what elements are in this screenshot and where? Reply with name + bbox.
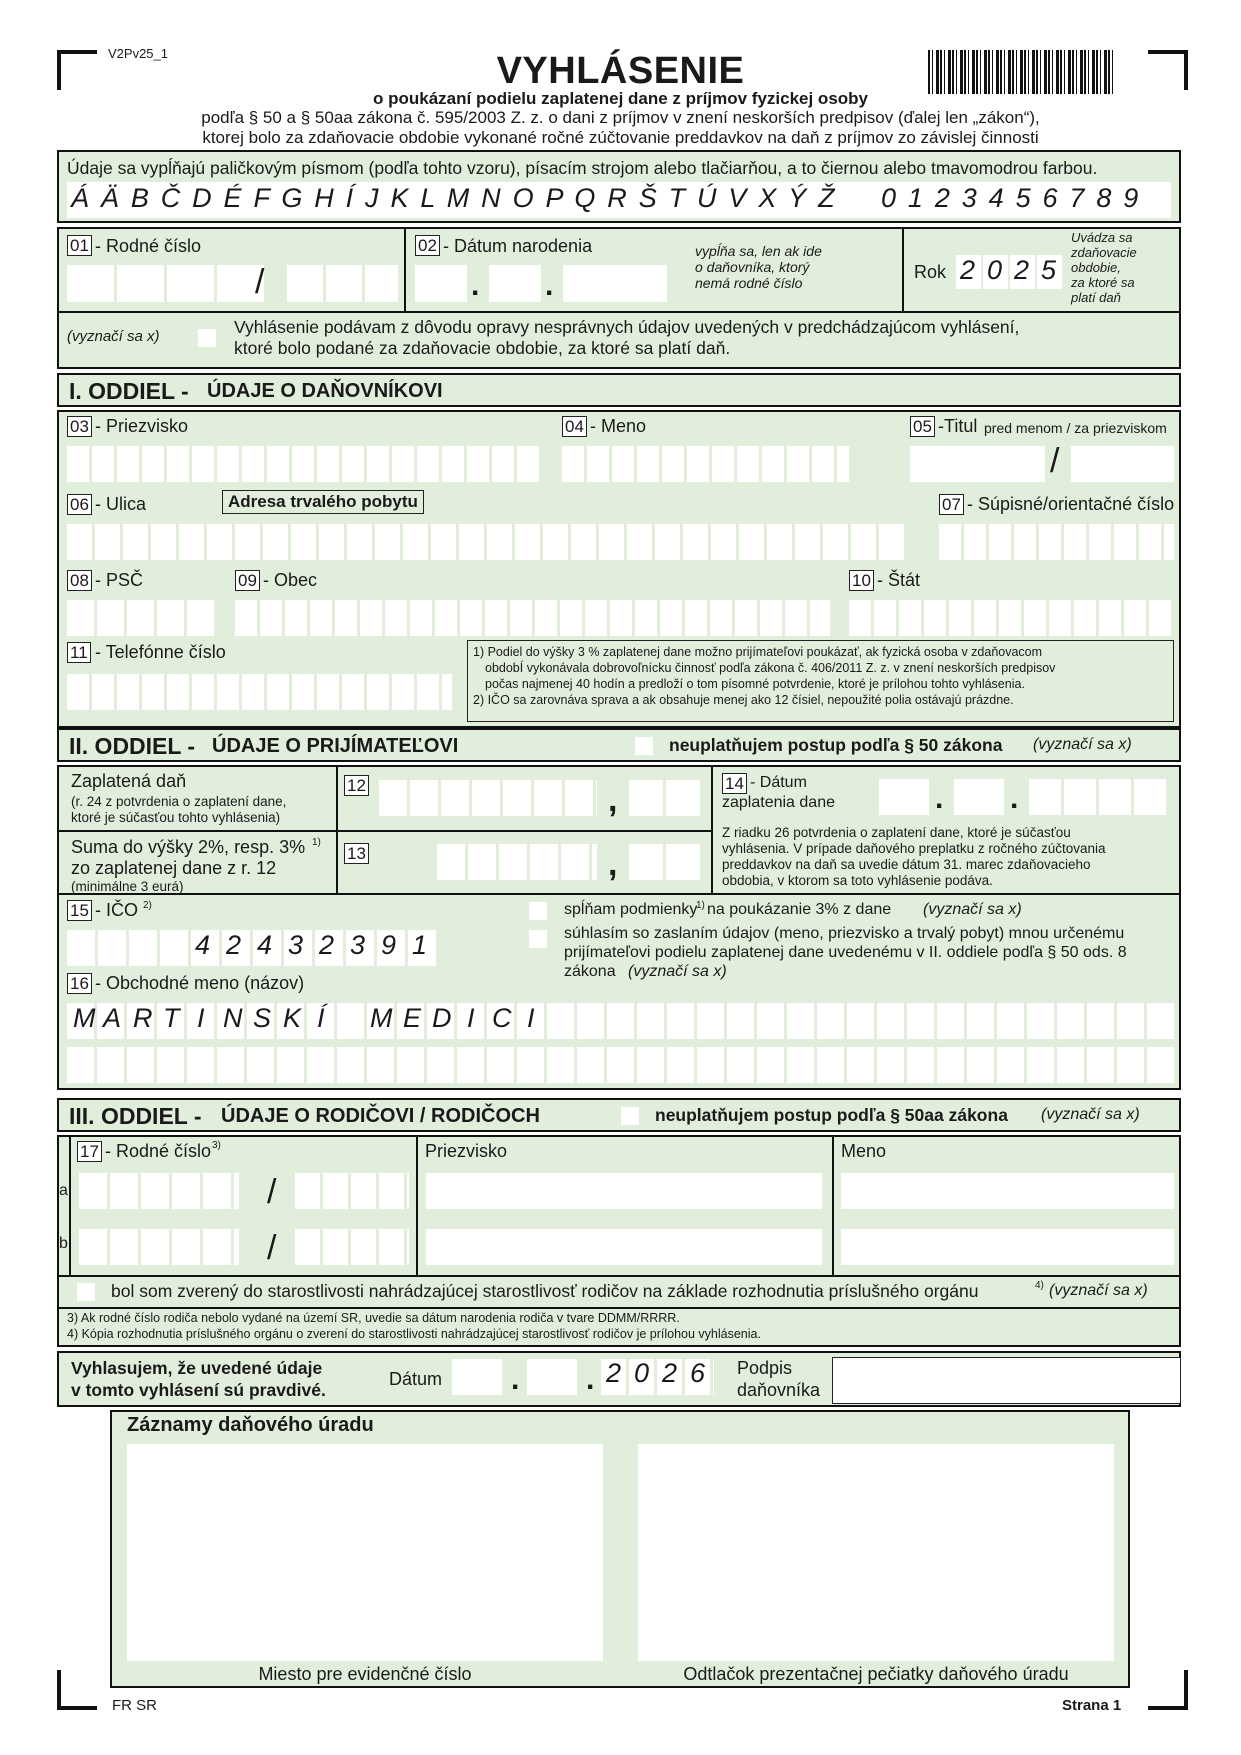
- conditions-checkbox[interactable]: [529, 902, 547, 920]
- sum-sup: 1): [312, 837, 321, 848]
- field-08-number: 08: [67, 570, 92, 591]
- declaration-line-2: v tomto vyhlásení sú pravdivé.: [71, 1380, 326, 1400]
- surname-input[interactable]: [67, 446, 542, 482]
- field-16-label: - Obchodné meno (názov): [95, 973, 305, 993]
- consent-line-3: zákona: [564, 963, 616, 980]
- section-3-optout-mark: (vyznačí sa x): [1041, 1106, 1140, 1123]
- ico-digit: 3: [350, 930, 366, 960]
- section-3-title: III. ODDIEL -: [69, 1103, 202, 1129]
- title-before-input[interactable]: [910, 446, 1045, 482]
- footer-left: FR SR: [112, 1697, 157, 1714]
- stamp-label: Odtlačok prezentačnej pečiatky daňového úradu: [683, 1664, 1069, 1684]
- ico-digit: 1: [412, 930, 428, 960]
- field-02-label: - Dátum narodenia: [443, 236, 593, 256]
- page-title: VYHLÁSENIE: [496, 50, 745, 92]
- corner-mark-br: [1148, 1670, 1188, 1710]
- tax-office-box: [110, 1410, 1130, 1688]
- note-1-line-2: obdobÍ vykonávala dobrovoľnícku činnosť podľa zákona č. 406/2011 Z. z. v znení neskorších predpisov: [485, 661, 1056, 675]
- field-17-number: 17: [77, 1141, 102, 1162]
- year-note-1: Uvádza sa: [1071, 230, 1133, 245]
- year-label: Rok: [914, 262, 947, 282]
- field-05-number: 05: [910, 416, 935, 437]
- section-3-optout-label: neuplatňujem postup podľa § 50aa zákona: [655, 1105, 1008, 1125]
- declaration-line-1: Vyhlasujem, že uvedené údaje: [71, 1358, 323, 1378]
- sign-year-digit: 2: [606, 1358, 622, 1388]
- name-input[interactable]: [562, 446, 849, 482]
- postal-code-input[interactable]: [67, 600, 217, 636]
- sign-date-dot: .: [586, 1363, 595, 1396]
- company-letter: D: [432, 1003, 452, 1033]
- sign-year-digit: 0: [634, 1358, 650, 1388]
- field-07-number: 07: [939, 494, 964, 515]
- guardian-sup: 4): [1035, 1280, 1044, 1291]
- payment-date-dot: .: [1010, 782, 1019, 815]
- signature-field[interactable]: [832, 1357, 1181, 1404]
- sum-label-2: zo zaplatenej dane z r. 12: [71, 858, 277, 878]
- sample-digits: 0 1 2 3 4 5 6 7 8 9: [881, 183, 1141, 213]
- consent-checkbox[interactable]: [529, 930, 547, 948]
- field-09-number: 09: [235, 570, 260, 591]
- tax-paid-input[interactable]: [379, 780, 597, 816]
- registration-number-label: Miesto pre evidenčné číslo: [258, 1664, 472, 1684]
- instructions-box: [57, 150, 1181, 223]
- birth-number-slash: /: [255, 263, 265, 301]
- sum-label-3: (minimálne 3 eurá): [71, 879, 184, 894]
- field-01-number: 01: [67, 235, 92, 256]
- ico-digit: 9: [381, 930, 397, 960]
- birth-date-dot: .: [545, 269, 554, 302]
- date-label: Dátum: [389, 1369, 443, 1389]
- consent-line-1: súhlasím so zaslaním údajov (meno, priezvisko a trvalý pobyt) mnou určenému: [564, 925, 1125, 942]
- parent-b-birth-number[interactable]: [79, 1229, 239, 1265]
- field-14-number: 14: [722, 773, 747, 794]
- row-a-label: a: [59, 1182, 68, 1199]
- correction-mark-hint: (vyznačí sa x): [67, 328, 160, 345]
- section-3-header: [57, 1098, 1181, 1132]
- intro-line-2: ktorej bolo za zdaňovacie obdobie vykonané ročné zúčtovanie preddavkov na daň z príjmov zo závislej činnosti: [202, 128, 1039, 147]
- ico-digit: 4: [257, 930, 273, 960]
- note-3: 3) Ak rodné číslo rodiča nebolo vydané na území SR, uvedie sa dátum narodenia rodiča v tvare DDMM/RRRR.: [67, 1311, 680, 1325]
- footer-right: Strana 1: [1062, 1697, 1122, 1714]
- company-letter: M: [370, 1003, 393, 1033]
- year-digit: 5: [1041, 255, 1057, 285]
- payment-date-dot: .: [935, 782, 944, 815]
- country-input[interactable]: [849, 600, 1174, 636]
- ico-digit: 2: [226, 930, 242, 960]
- signature-label-1: Podpis: [737, 1358, 793, 1378]
- year-note-2: zdaňovacie: [1071, 245, 1137, 260]
- section-2-optout-label: neuplatňujem postup podľa § 50 zákona: [669, 735, 1003, 755]
- guardian-checkbox[interactable]: [77, 1283, 95, 1301]
- note-1-line-3: počas najmenej 40 hodín a predloží o tom písomné potvrdenie, ktoré je prílohou tohto vyhlásenia.: [485, 677, 1025, 691]
- phone-input[interactable]: [67, 674, 452, 710]
- company-letter: R: [133, 1003, 153, 1033]
- field-17-sup: 3): [212, 1140, 221, 1151]
- registration-number-area: [127, 1444, 603, 1661]
- company-letter: M: [73, 1003, 96, 1033]
- page-subtitle: o poukázaní podielu zaplatenej dane z príjmov fyzickej osoby: [373, 89, 868, 108]
- company-letter: N: [223, 1003, 243, 1033]
- company-name-row-2[interactable]: [67, 1047, 1174, 1083]
- field-05-label: -Titul: [938, 416, 978, 436]
- tax-paid-label: Zaplatená daň: [71, 771, 187, 791]
- guardian-mark: (vyznačí sa x): [1049, 1282, 1148, 1299]
- tax-paid-comma: ,: [608, 781, 618, 819]
- field-06-number: 06: [67, 494, 92, 515]
- field-11-label: - Telefónne číslo: [95, 642, 226, 662]
- field-10-label: - Štát: [877, 570, 921, 590]
- form-code: V2Pv25_1: [108, 46, 168, 61]
- birth-number-cell[interactable]: [287, 265, 323, 302]
- birth-number-cell[interactable]: [167, 265, 214, 302]
- parent-a-slash: /: [267, 1173, 277, 1211]
- section-1-header: [57, 373, 1181, 407]
- company-letter: E: [403, 1003, 422, 1033]
- field-13-number: 13: [344, 843, 369, 864]
- correction-text-2: ktoré bolo podané za zdaňovacie obdobie, za ktoré sa platí daň.: [234, 338, 731, 358]
- field-12-number: 12: [344, 775, 369, 796]
- field-03-label: - Priezvisko: [95, 416, 189, 436]
- field-06-label: - Ulica: [95, 494, 147, 514]
- sign-date-cell[interactable]: [452, 1359, 502, 1395]
- section-1-title: I. ODDIEL -: [69, 378, 189, 404]
- sum-input[interactable]: [437, 844, 597, 880]
- field-02-number: 02: [415, 235, 440, 256]
- section-3-body: [57, 1135, 1181, 1347]
- parent-a-birth-number-suffix[interactable]: [295, 1173, 409, 1209]
- title-slash: /: [1050, 442, 1060, 480]
- company-letter: I: [527, 1003, 535, 1033]
- section-2-optout-mark: (vyznačí sa x): [1033, 736, 1132, 753]
- parent-b-name[interactable]: [841, 1229, 1174, 1265]
- field-04-number: 04: [562, 416, 587, 437]
- conditions-mark: (vyznačí sa x): [923, 901, 1022, 918]
- consent-line-2: prijímateľovi podielu zaplatenej dane uvedenému v II. oddiele podľa § 50 ods. 8: [564, 944, 1127, 961]
- field-17-label: - Rodné číslo: [105, 1141, 212, 1161]
- payment-date-note-3: preddavkov na daň sa uvedie dátum 31. marec zdaňovacieho: [722, 857, 1091, 872]
- ico-digit: 2: [319, 930, 335, 960]
- birth-number-cell[interactable]: [365, 265, 398, 302]
- ico-digit: 3: [288, 930, 304, 960]
- field-07-label: - Súpisné/orientačné číslo: [967, 494, 1175, 514]
- ico-digit: 4: [195, 930, 211, 960]
- conditions-label-2: na poukázanie 3% z dane: [707, 901, 892, 918]
- birth-date-note-1: vypĺňa sa, len ak ide: [695, 243, 822, 259]
- field-15-sup: 2): [143, 900, 152, 911]
- declaration-box: [57, 1351, 1181, 1407]
- birth-number-cell[interactable]: [117, 265, 164, 302]
- parent-b-slash: /: [267, 1229, 277, 1267]
- company-letter: I: [467, 1003, 475, 1033]
- parent-b-surname[interactable]: [426, 1229, 822, 1265]
- sum-cents-input[interactable]: [629, 844, 703, 880]
- year-note-4: za ktoré sa: [1071, 275, 1135, 290]
- intro-line-1: podľa § 50 a § 50aa zákona č. 595/2003 Z. z. o dani z príjmov v znení neskorších predpisov (ďalej len „zákon“),: [201, 108, 1040, 127]
- identification-box: [57, 227, 1181, 369]
- conditions-label: spĺňam podmienky: [564, 901, 698, 918]
- birth-date-note-2: o daňovníka, ktorý: [695, 259, 810, 275]
- sign-year-digit: 6: [690, 1358, 706, 1388]
- year-digit: 2: [1014, 255, 1030, 285]
- birth-number-cell[interactable]: [326, 265, 362, 302]
- birth-date-note-3: nemá rodné číslo: [695, 275, 803, 291]
- section-3-subtitle: ÚDAJE O RODIČOVI / RODIČOCH: [221, 1105, 540, 1127]
- year-note-5: platí daň: [1071, 290, 1121, 305]
- payment-date-cell[interactable]: [1029, 779, 1169, 815]
- correction-text-1: Vyhlásenie podávam z dôvodu opravy nesprávnych údajov uvedených v predchádzajúcom vyhlásení,: [234, 317, 1020, 337]
- conditions-sup: 1): [696, 900, 705, 911]
- company-letter: S: [253, 1003, 272, 1033]
- section-2-optout-checkbox[interactable]: [635, 737, 653, 755]
- tax-paid-cents-input[interactable]: [629, 780, 703, 816]
- parent-b-birth-number-suffix[interactable]: [295, 1229, 409, 1265]
- tax-paid-note-1: (r. 24 z potvrdenia o zaplatení dane,: [71, 794, 287, 809]
- field-11-number: 11: [67, 642, 91, 663]
- company-letter: I: [197, 1003, 205, 1033]
- payment-date-note-2: vyhlásenia. V prípade daňového preplatku z ročného zúčtovania: [722, 841, 1106, 856]
- section-2-header: [57, 728, 1181, 762]
- field-16-number: 16: [67, 973, 92, 994]
- guardian-text: bol som zverený do starostlivosti nahrádzajúcej starostlivosť rodičov na základe rozhodnutia príslušného orgánu: [111, 1281, 979, 1301]
- section-2-subtitle: ÚDAJE O PRIJÍMATEĽOVI: [212, 735, 459, 757]
- field-14-label-2: zaplatenia dane: [722, 794, 835, 811]
- year-note-3: obdobie,: [1071, 260, 1121, 275]
- field-03-number: 03: [67, 416, 92, 437]
- col-surname: Priezvisko: [425, 1141, 508, 1161]
- company-letter: K: [283, 1003, 302, 1033]
- field-15-label: - IČO: [95, 900, 138, 920]
- note-1-line-1: 1) Podiel do výšky 3 % zaplatenej dane možno prijímateľovi poukázať, ak fyzická osoba v zdaňovacom: [473, 645, 1043, 659]
- birth-date-dot: .: [471, 269, 480, 302]
- company-letter: A: [103, 1003, 122, 1033]
- field-05-sublabel: pred menom / za priezviskom: [984, 420, 1167, 436]
- signature-label-2: daňovníka: [737, 1380, 821, 1400]
- field-08-label: - PSČ: [95, 570, 144, 590]
- company-letter: C: [492, 1003, 512, 1033]
- sign-date-cell[interactable]: [527, 1359, 577, 1395]
- title-after-input[interactable]: [1071, 446, 1174, 482]
- field-15-number: 15: [67, 900, 92, 921]
- note-4: 4) Kópia rozhodnutia príslušného orgánu o zverení do starostlivosti nahrádzajúcej starostlivosť rodičov je prílohou vyhlásenia.: [67, 1327, 761, 1341]
- section-2-title: II. ODDIEL -: [69, 733, 196, 759]
- field-09-label: - Obec: [263, 570, 318, 590]
- company-letter: T: [163, 1003, 180, 1033]
- parent-a-name[interactable]: [841, 1173, 1174, 1209]
- parent-a-surname[interactable]: [426, 1173, 822, 1209]
- correction-checkbox[interactable]: [198, 329, 216, 347]
- consent-mark: (vyznačí sa x): [628, 963, 727, 980]
- payment-date-cell[interactable]: [954, 779, 1004, 815]
- sum-comma: ,: [608, 845, 618, 883]
- sample-letters: Á Ä B Č D É F G H Í J K L M N O P Q R Š T Ú V X Ý Ž: [71, 183, 837, 213]
- parent-a-birth-number[interactable]: [79, 1173, 239, 1209]
- city-input[interactable]: [235, 600, 830, 636]
- street-input[interactable]: [67, 524, 905, 560]
- field-01-label: - Rodné číslo: [95, 236, 202, 256]
- section-1-body: [57, 410, 1181, 728]
- payment-date-note-4: obdobia, v ktorom sa toto vyhlásenie podáva.: [722, 873, 993, 888]
- tax-paid-note-2: ktoré je súčasťou tohto vyhlásenia): [71, 810, 281, 825]
- corner-mark-bl: [57, 1670, 97, 1710]
- row-b-label: b: [59, 1235, 68, 1252]
- sign-date-dot: .: [511, 1363, 520, 1396]
- section-1-subtitle: ÚDAJE O DAŇOVNÍKOVI: [207, 380, 443, 402]
- birth-date-cell[interactable]: [415, 265, 467, 302]
- field-14-label: - Dátum: [750, 774, 807, 791]
- birth-number-cell[interactable]: [67, 265, 114, 302]
- stamp-area: [638, 1444, 1114, 1661]
- birth-date-cell[interactable]: [563, 265, 667, 302]
- instructions-text: Údaje sa vypĺňajú paličkovým písmom (podľa tohto vzoru), písacím strojom alebo tlačiarňou, a to čiernou alebo tmavomodrou farbou.: [67, 158, 1098, 178]
- col-name: Meno: [841, 1141, 887, 1161]
- section-2-body: [57, 765, 1181, 1090]
- note-2: 2) IČO sa zarovnáva sprava a ak obsahuje menej ako 12 čísiel, nepoužité polia ostávajú prázdne.: [473, 693, 1014, 707]
- address-badge: Adresa trvalého pobytu: [222, 490, 424, 514]
- year-digit: 2: [960, 255, 976, 285]
- birth-date-cell[interactable]: [489, 265, 541, 302]
- sum-label: Suma do výšky 2%, resp. 3%: [71, 837, 306, 857]
- year-digit: 0: [987, 255, 1003, 285]
- field-04-label: - Meno: [590, 416, 647, 436]
- section-3-optout-checkbox[interactable]: [621, 1107, 639, 1125]
- company-letter: Í: [317, 1003, 325, 1033]
- field-10-number: 10: [849, 570, 874, 591]
- payment-date-note-1: Z riadku 26 potvrdenia o zaplatení dane, ktoré je súčasťou: [722, 825, 1071, 840]
- house-number-input[interactable]: [939, 524, 1174, 560]
- tax-office-title: Záznamy daňového úradu: [127, 1414, 374, 1436]
- sign-year-digit: 2: [662, 1358, 678, 1388]
- payment-date-cell[interactable]: [879, 779, 929, 815]
